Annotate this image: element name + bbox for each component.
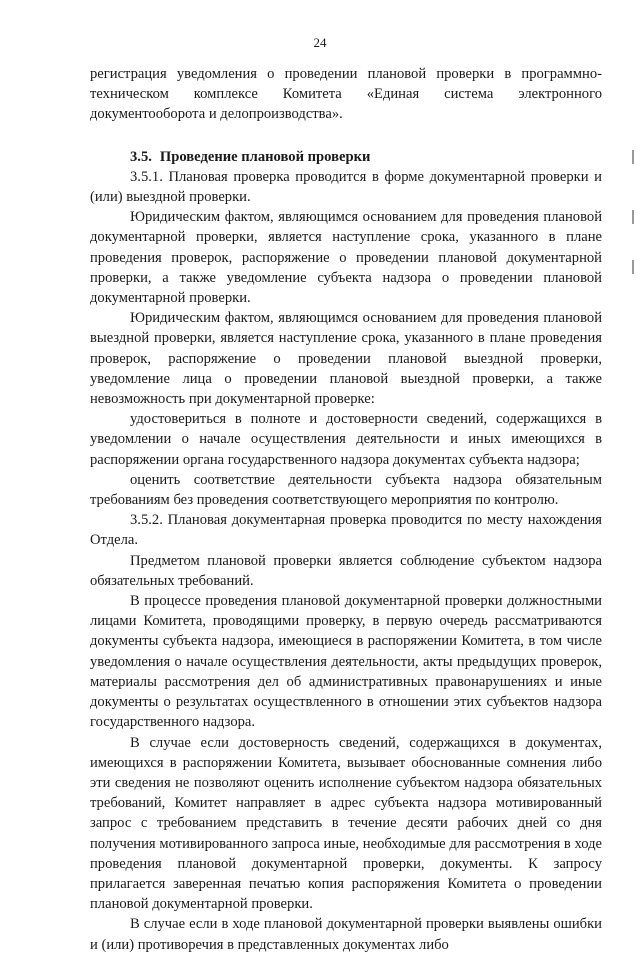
paragraph-request: В случае если достоверность сведений, содержащихся в документах, имеющихся в распоряжении Комитета, вызывает обоснованные сомнения либо эти сведения не позволяют оценить исполнение субъектом надзора обязательных требований, Комитет направляет в адрес субъекта надзора мотивированный запрос с требованием представить в течение десяти рабочих дней со дня получения мотивированного запроса иные, необходимые для рассмотрения в ходе проведения плановой документарной проверки, документы. К запросу прилагается заверенная печатью копия распоряжения Комитета о проведении плановой документарной проверки. (90, 734, 602, 913)
scan-mark (632, 150, 634, 164)
section-title: Проведение плановой проверки (159, 148, 371, 165)
paragraph-documentary-basis: Юридическим фактом, являющимся основанием для проведения плановой документарной проверки, является наступление срока, указанного в плане проведения проверок, распоряжение о проведении плановой документарной проверки, а также уведомление субъекта надзора о проведении плановой документарной проверки. (90, 209, 602, 307)
scan-mark (632, 260, 634, 274)
section-number: 3.5. (130, 148, 152, 165)
page-number: 24 (313, 35, 327, 50)
paragraph-process: В процессе проведения плановой документарной проверки должностными лицами Комитета, проводящими проверку, в первую очередь рассматриваются документы субъекта надзора, имеющиеся в распоряжении Комитета, в том числе уведомления о начале осуществления деятельности, акты предыдущих проверок, материалы рассмотрения дел об административных правонарушениях и иные документы о результатах осуществленного в отношении этих субъектов надзора государственного надзора. (90, 593, 602, 731)
paragraph-3-5-2: 3.5.2. Плановая документарная проверка проводится по месту нахождения Отдела. (90, 512, 602, 549)
paragraph-3-5-1: 3.5.1. Плановая проверка проводится в форме документарной проверки и (или) выездной проверки. (90, 168, 602, 206)
paragraph-list-item-verify: удостовериться в полноте и достоверности сведений, содержащихся в уведомлении о начале осуществления деятельности и иных имеющихся в распоряжении органа государственного надзора документах субъекта надзора; (90, 411, 602, 468)
paragraph-list-item-assess: оценить соответствие деятельности субъекта надзора обязательным требованиям без проведения соответствующего мероприятия по контролю. (90, 471, 602, 509)
intro-paragraph: регистрация уведомления о проведении плановой проверки в программно-техническом комплексе Комитета «Единая система электронного документооборота и делопроизводства». (90, 66, 602, 123)
paragraph-onsite-basis: Юридическим фактом, являющимся основанием для проведения плановой выездной проверки, является наступление срока, указанного в плане проведения проверок, распоряжение о проведении плановой выездной проверки, уведомление лица о проведении плановой выездной проверки, а также невозможность при документарной проверке: (90, 310, 602, 408)
document-body (90, 64, 602, 955)
scan-mark (632, 210, 634, 224)
section-heading (90, 147, 602, 167)
paragraph-errors: В случае если в ходе плановой документарной проверки выявлены ошибки и (или) противоречия в представленных документах либо (90, 916, 602, 953)
paragraph-subject: Предметом плановой проверки является соблюдение субъектом надзора обязательных требований. (90, 552, 602, 589)
scan-edge-marks (630, 150, 634, 280)
